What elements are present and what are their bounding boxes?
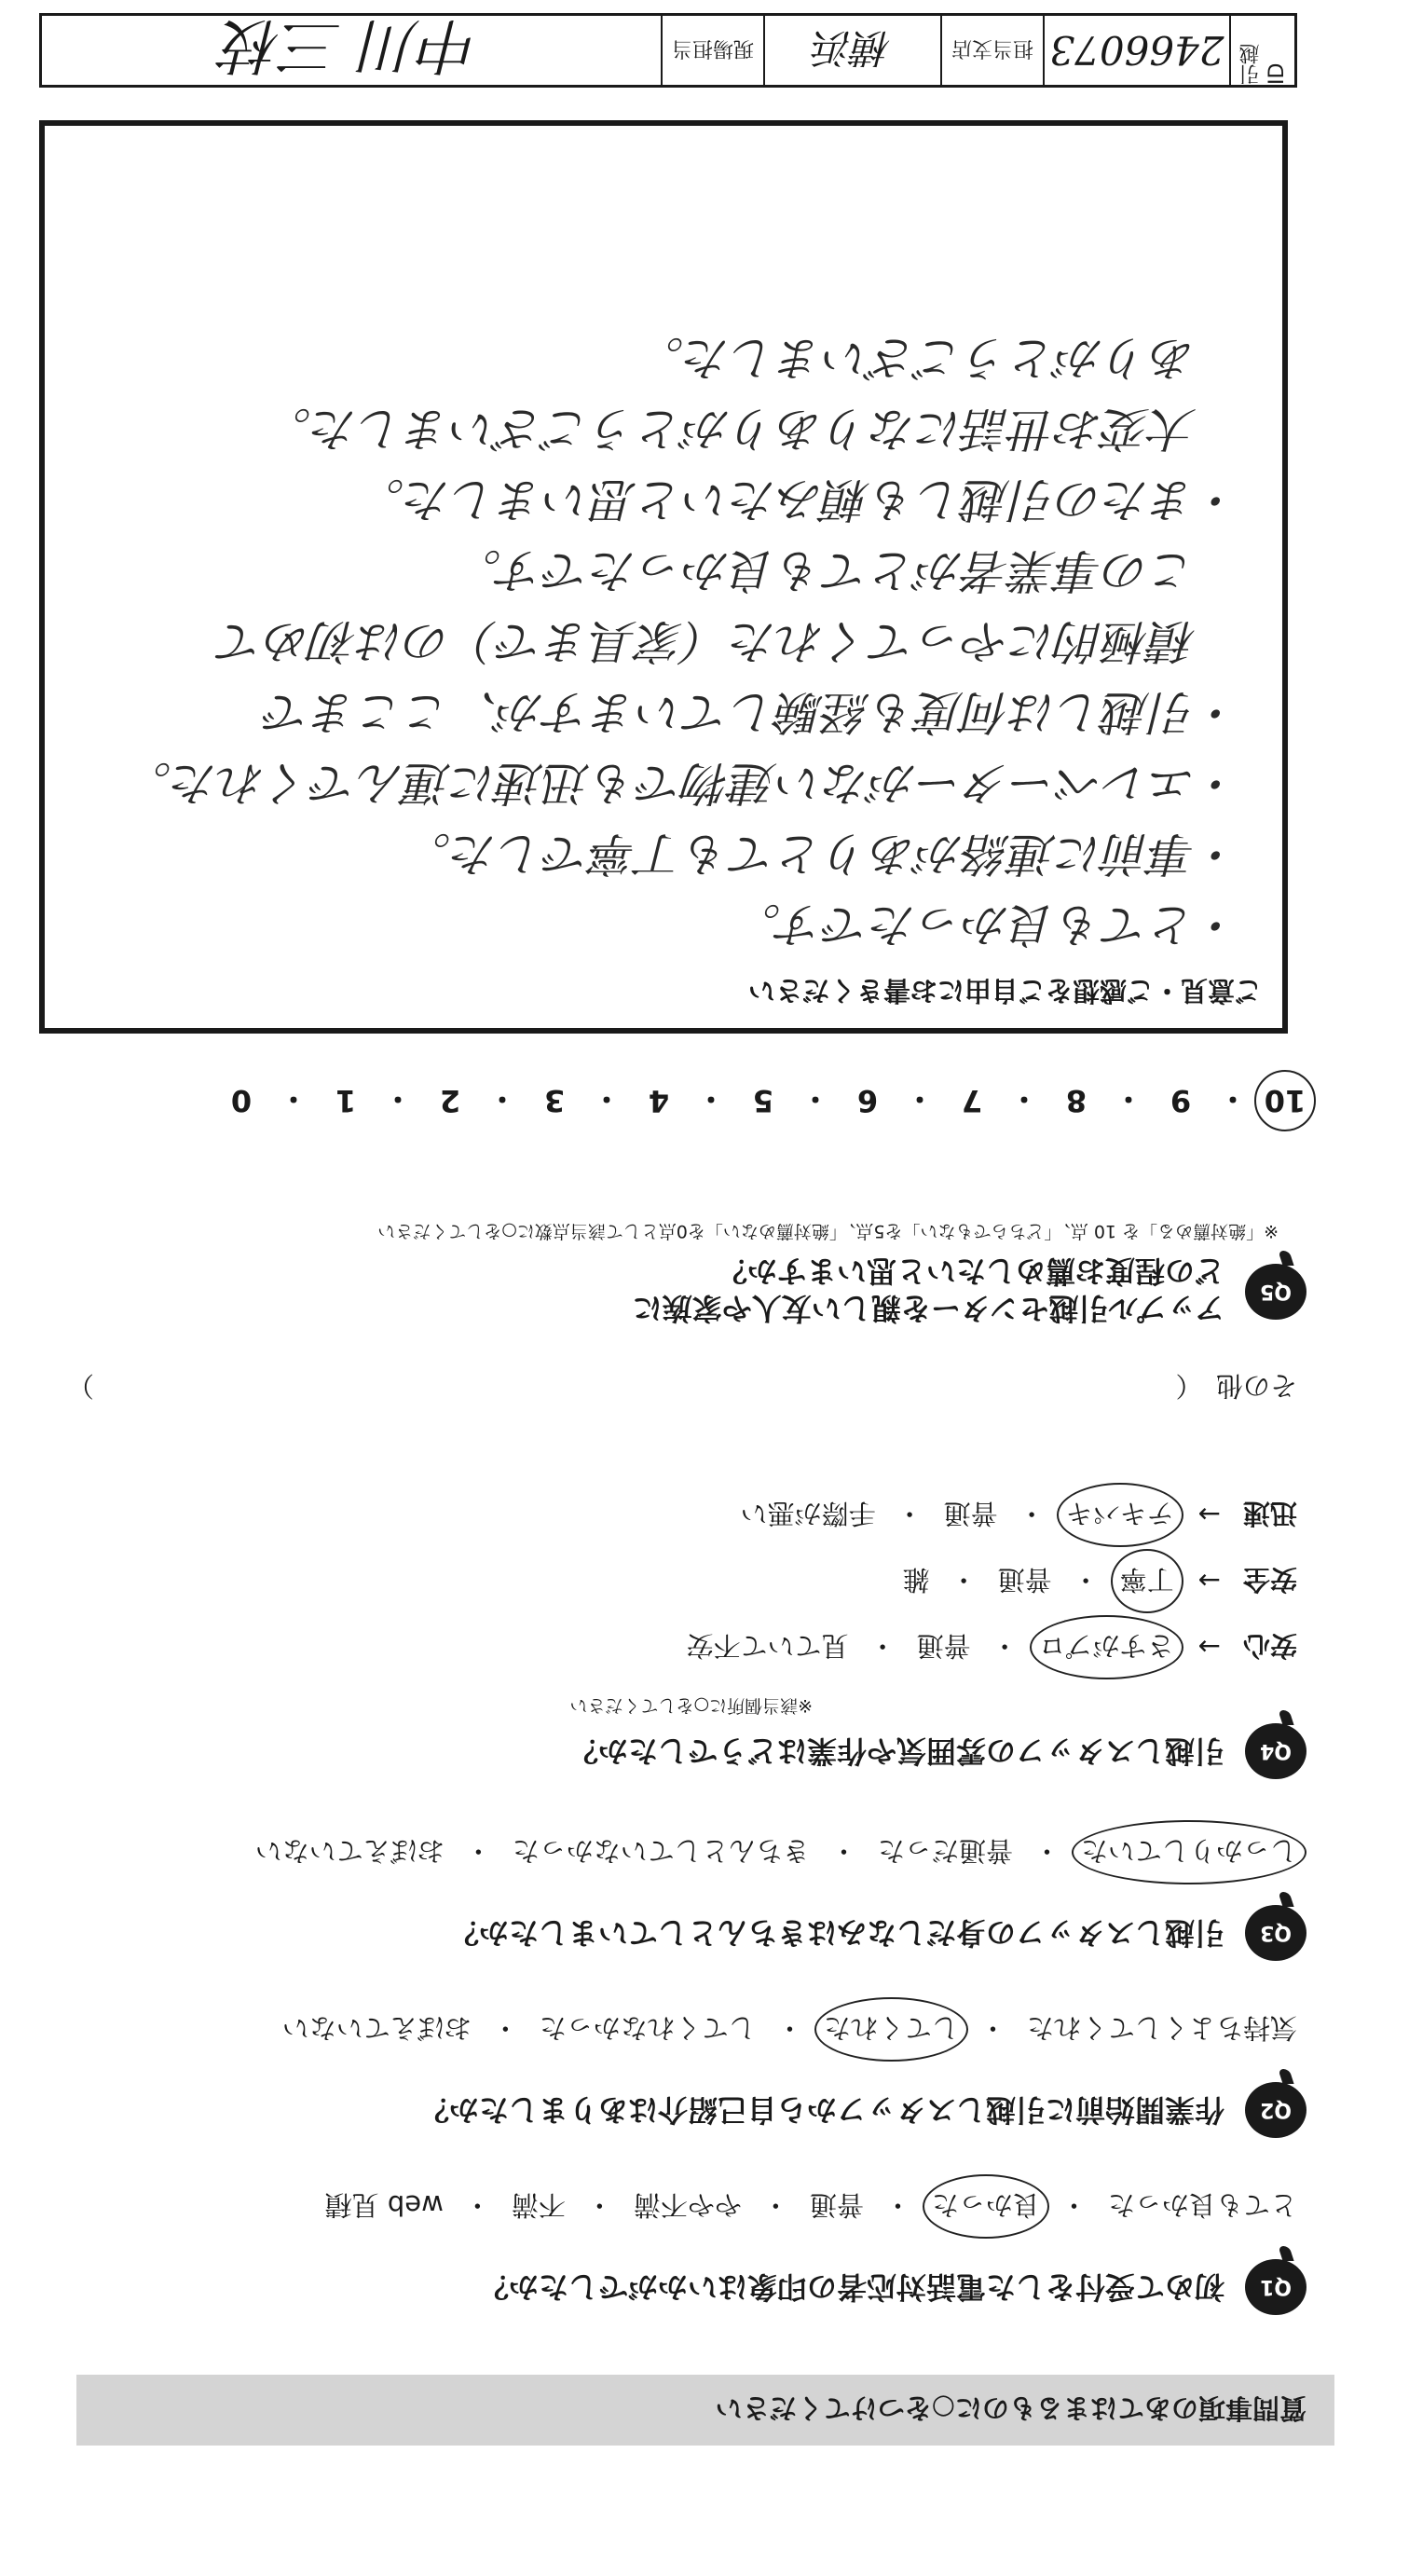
scale-option[interactable]: 5 <box>752 1083 774 1118</box>
q4-text: 引越しスタッフの雰囲気や作業はどうでしたか？ <box>568 1733 1224 1769</box>
q4-row-label: 迅速 <box>1242 1498 1297 1529</box>
q5-badge: Q5 <box>1245 1264 1306 1320</box>
q5-text-line2: どの程度お薦めしたいと思いますか？ <box>717 1254 1224 1289</box>
other-close-paren: ） <box>67 1370 95 1402</box>
comment-line: この事業者がとても良かったです。 <box>455 543 1243 597</box>
q4-note: ※該当個所に○をしてください <box>569 1695 813 1716</box>
q3-option[interactable]: おぼえていない <box>254 1835 445 1867</box>
q3-text: 引越しスタッフの身だしなみはきちんとしていましたか？ <box>448 1915 1224 1951</box>
supervisor-value[interactable]: 中川 三枝 <box>222 10 481 79</box>
scale-option-selected[interactable]: 10 <box>1264 1083 1306 1118</box>
q4-option[interactable]: 普通 <box>916 1630 971 1662</box>
question-4 <box>67 1496 1306 1779</box>
q5-text-line1: アップル引越センターを親しい友人や家族に <box>632 1291 1224 1326</box>
q2-text: 作業開始前に引越しスタッフから自己紹介はありましたか？ <box>418 2092 1224 2128</box>
question-3 <box>67 1833 1306 1961</box>
q2-option[interactable]: してくれなかった <box>539 2012 756 2044</box>
q3-options: しっかりしていた ・ 普通だった ・ きちんとしていなかった ・ おぼえていない <box>67 1833 1297 1871</box>
q4-option-selected[interactable]: さすがプロ <box>1039 1628 1174 1666</box>
q4-option[interactable]: 見ていて不安 <box>686 1630 849 1662</box>
q1-option[interactable]: とても良かった <box>1107 2189 1297 2221</box>
supervisor-label: 現場担当 <box>672 36 755 61</box>
q4-row-anzen: 安全 → 丁寧 ・ 普通 ・ 雑 <box>67 1562 1297 1600</box>
q1-option[interactable]: 普通 <box>809 2189 864 2221</box>
scale-option[interactable]: 6 <box>856 1083 879 1118</box>
recommend-scale: 10 ・ 9 ・ 8 ・ 7 ・ 6 ・ 5 ・ 4 ・ 3 ・ 2 ・ 1 ・ 0 <box>67 1079 1306 1122</box>
branch-label: 担当支店 <box>951 36 1034 61</box>
question-5 <box>67 1220 1306 1327</box>
q4-option[interactable]: 雑 <box>902 1564 930 1596</box>
comment-line: 大変お世話になりありがとうございました。 <box>265 402 1243 456</box>
comment-title: ご意見・ご感想をご自由にお書きください <box>747 975 1262 1007</box>
q2-option[interactable]: 気持ちよくしてくれた <box>1026 2012 1297 2044</box>
q2-option-selected[interactable]: してくれた <box>824 2010 959 2048</box>
q2-option[interactable]: おぼえていない <box>281 2012 472 2044</box>
branch-value[interactable]: 横浜 <box>814 25 893 71</box>
q2-badge: Q2 <box>1245 2082 1306 2138</box>
scale-option[interactable]: 1 <box>335 1083 357 1118</box>
arrow-right-icon: → <box>1197 1499 1221 1531</box>
question-2 <box>67 2010 1306 2138</box>
q1-option[interactable]: web 見積 <box>324 2189 444 2221</box>
id-label: 引越 ID <box>1239 44 1289 85</box>
scale-option[interactable]: 4 <box>648 1083 670 1118</box>
scale-option[interactable]: 3 <box>543 1083 566 1118</box>
q4-option-selected[interactable]: テキパキ <box>1066 1496 1174 1534</box>
other-open-paren: （ <box>1175 1370 1189 1402</box>
comment-line: ・とても良かったです。 <box>734 897 1243 952</box>
q5-note: ※「絶対薦める」を 10 点、「どちらでもない」を5点、「絶対薦めない」を0点として該当点数に○をしてください <box>377 1221 1279 1241</box>
instructions-banner: 質問事項のあてはまるものに○をつけてください <box>76 2375 1334 2446</box>
q3-option-selected[interactable]: しっかりしていた <box>1081 1833 1297 1871</box>
comment-line: 積極的にやってくれた（家具まで）のは初めて <box>218 614 1243 668</box>
question-1 <box>67 2187 1306 2315</box>
comment-line: ・またの引越しも頼みたいと思いました。 <box>358 473 1243 527</box>
q4-option-selected[interactable]: 丁寧 <box>1120 1562 1174 1600</box>
q4-badge: Q4 <box>1245 1723 1306 1779</box>
scale-option[interactable]: 9 <box>1170 1083 1192 1118</box>
comment-line: ・エレベーターがない建物でも迅速に運んでくれた。 <box>125 756 1243 810</box>
q3-option[interactable]: 普通だった <box>877 1835 1013 1867</box>
q4-option[interactable]: 手際が悪い <box>740 1498 876 1529</box>
arrow-right-icon: → <box>1197 1631 1221 1664</box>
q1-badge: Q1 <box>1245 2259 1306 2315</box>
q4-row-label: 安全 <box>1242 1564 1297 1596</box>
scale-option[interactable]: 8 <box>1065 1083 1088 1118</box>
q4-row-anshin: 安心 → さすがプロ ・ 普通 ・ 見ていて不安 <box>67 1628 1297 1666</box>
id-value[interactable]: 2466073 <box>1049 27 1224 74</box>
scale-option[interactable]: 7 <box>961 1083 983 1118</box>
q4-row-label: 安心 <box>1242 1630 1297 1662</box>
q1-option[interactable]: 不満 <box>511 2189 566 2221</box>
scale-option[interactable]: 0 <box>230 1083 253 1118</box>
other-field[interactable] <box>67 1368 1297 1406</box>
q1-text: 初めて受付をした電話対応者の印象はいかがでしたか？ <box>478 2269 1224 2305</box>
arrow-right-icon: → <box>1197 1565 1221 1597</box>
q2-options: 気持ちよくしてくれた ・ してくれた ・ してくれなかった ・ おぼえていない <box>67 2010 1297 2048</box>
scale-option[interactable]: 2 <box>439 1083 461 1118</box>
comment-line: ・事前に連絡がありとても丁寧でした。 <box>404 827 1243 881</box>
id-bar <box>39 10 1297 88</box>
q4-option[interactable]: 普通 <box>943 1498 998 1529</box>
q4-row-jinsoku: 迅速 → テキパキ ・ 普通 ・ 手際が悪い <box>67 1496 1297 1534</box>
comment-box[interactable] <box>39 120 1288 1034</box>
comment-line: ありがとうございました。 <box>637 331 1243 385</box>
comment-line: ・引越しは何度も経験していますが、ここまで <box>265 685 1243 739</box>
other-label: その他 <box>1215 1370 1297 1402</box>
q1-option-selected[interactable]: 良かった <box>932 2187 1040 2226</box>
q3-option[interactable]: きちんとしていなかった <box>512 1835 810 1867</box>
q1-option[interactable]: やや不満 <box>633 2189 742 2221</box>
q4-option[interactable]: 普通 <box>997 1564 1052 1596</box>
q1-options: とても良かった ・ 良かった ・ 普通 ・ やや不満 ・ 不満 ・ web 見積 <box>67 2187 1297 2226</box>
q3-badge: Q3 <box>1245 1905 1306 1961</box>
